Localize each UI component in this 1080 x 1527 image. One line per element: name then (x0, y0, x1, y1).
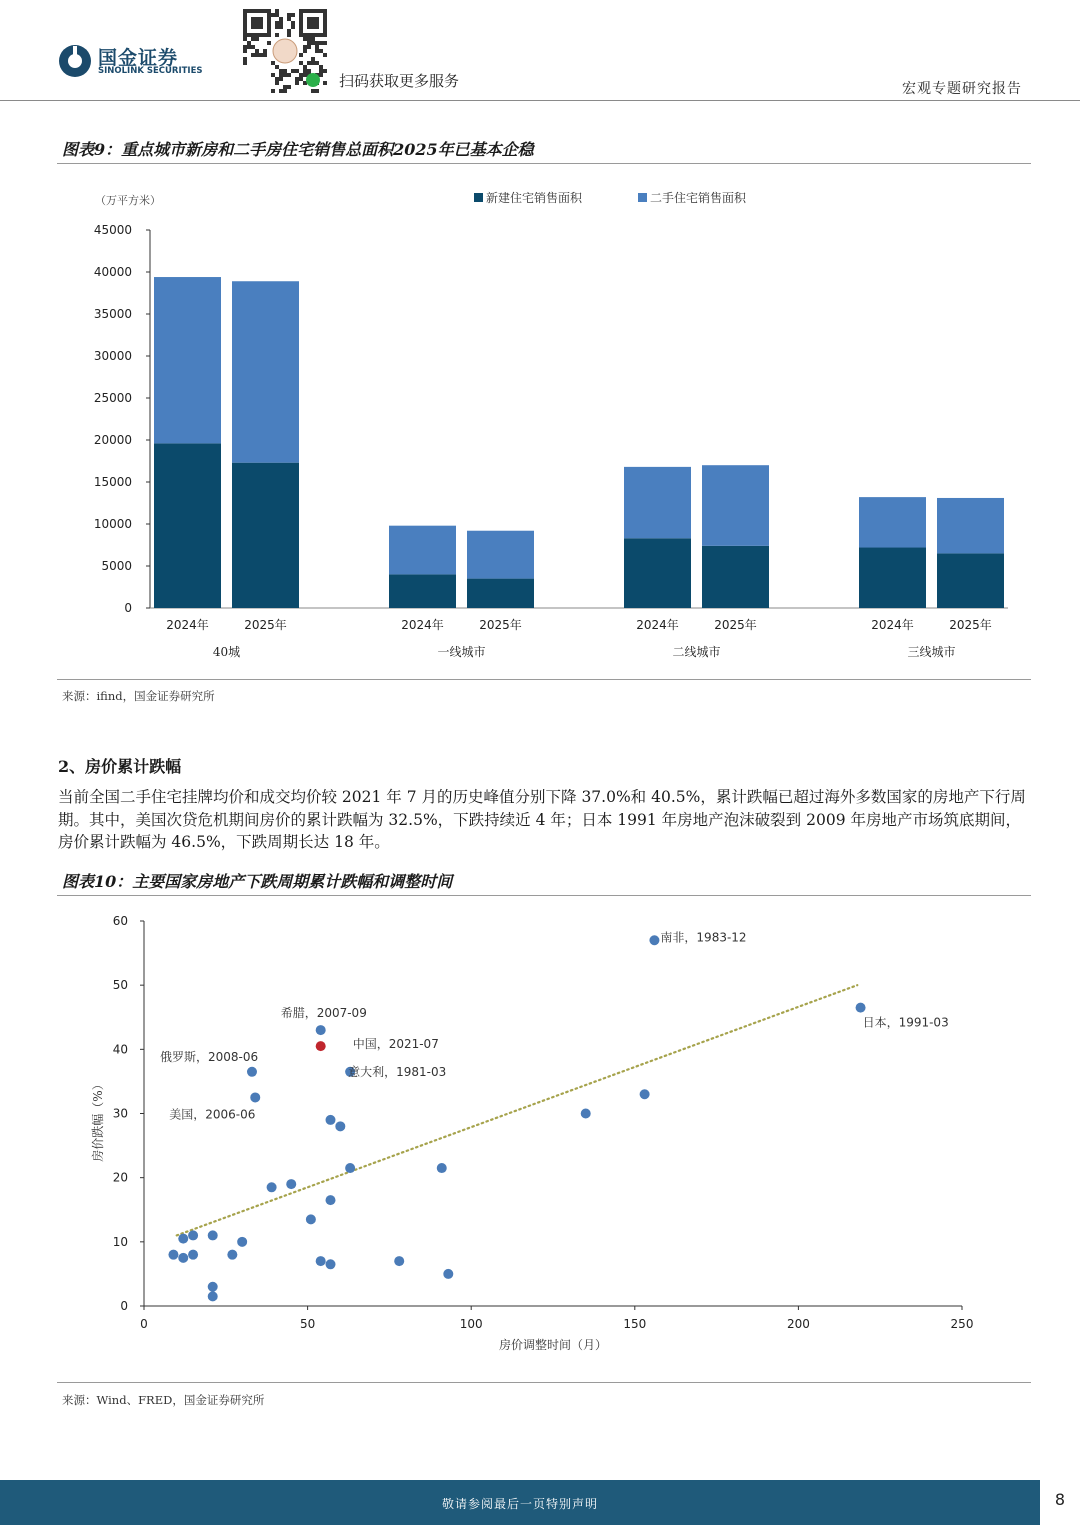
scatter-point (326, 1195, 336, 1205)
section-paragraph: 当前全国二手住宅挂牌均价和成交均价较 2021 年 7 月的历史峰值分别下降 37.0%和 40.5%，累计跌幅已超过海外多数国家的房地产下行周期。其中，美国次贷危机期间房价的累计跌幅为 32.5%，下跌持续近 4 年；日本 1991 年房地产泡沫破裂到 2009 年房地产市场筑底期间，房价累计跌幅为 46.5%，下跌周期长达 18 年。 (58, 788, 1026, 851)
x-tick-label: 250 (950, 1317, 974, 1331)
qr-module (259, 25, 263, 29)
qr-module (307, 45, 311, 49)
qr-module (243, 13, 247, 17)
x-tick-label: 2025年 (949, 618, 992, 632)
scatter-point (345, 1163, 355, 1173)
qr-module (247, 33, 251, 37)
qr-module (299, 9, 303, 13)
scatter-point (437, 1163, 447, 1173)
qr-module (291, 69, 295, 73)
bar-segment (232, 463, 299, 608)
qr-module (303, 65, 307, 69)
x-tick-label: 2024年 (166, 618, 209, 632)
qr-module (243, 9, 247, 13)
qr-module (319, 49, 323, 53)
scatter-point (856, 1003, 866, 1013)
qr-module (279, 89, 283, 93)
y-unit-label: （万平方米） (95, 194, 161, 207)
qr-module (251, 45, 255, 49)
qr-module (247, 45, 251, 49)
y-tick-label: 45000 (93, 223, 132, 237)
qr-module (303, 69, 307, 73)
qr-module (307, 69, 311, 73)
qr-module (267, 13, 271, 17)
figure9-stacked-bar-chart (0, 170, 1080, 670)
qr-module (263, 53, 267, 57)
qr-module (303, 45, 307, 49)
qr-module (247, 9, 251, 13)
scatter-point (326, 1115, 336, 1125)
qr-module (291, 25, 295, 29)
qr-module (315, 17, 319, 21)
qr-module (279, 25, 283, 29)
qr-module (315, 9, 319, 13)
qr-module (255, 37, 259, 41)
scatter-point (178, 1253, 188, 1263)
figure9-top-rule (57, 163, 1031, 164)
qr-module (275, 81, 279, 85)
x-tick-label: 150 (623, 1317, 647, 1331)
bar-segment (232, 281, 299, 462)
qr-module (259, 53, 263, 57)
qr-module (267, 9, 271, 13)
legend-label: 新建住宅销售面积 (486, 191, 583, 205)
qr-module (307, 41, 311, 45)
qr-module (315, 49, 319, 53)
qr-module (319, 65, 323, 69)
bar-segment (624, 538, 691, 608)
qr-module (323, 13, 327, 17)
qr-module (247, 41, 251, 45)
x-tick-label: 200 (786, 1317, 810, 1331)
scatter-point (306, 1214, 316, 1224)
y-tick-label: 10 (112, 1234, 128, 1249)
point-label: 中国，2021-07 (352, 1037, 439, 1052)
qr-module (255, 53, 259, 57)
scatter-point (237, 1237, 247, 1247)
qr-module (279, 21, 283, 25)
qr-module (299, 33, 303, 37)
qr-module (283, 73, 287, 77)
qr-module (287, 29, 291, 33)
footer-disclaimer: 敬请参阅最后一页特别声明 (441, 1497, 598, 1511)
bar-segment (937, 553, 1004, 608)
group-label: 一线城市 (437, 645, 486, 659)
y-tick-label: 10000 (93, 517, 132, 531)
qr-module (287, 73, 291, 77)
qr-module (311, 9, 315, 13)
y-tick-label: 40 (112, 1042, 128, 1057)
qr-module (287, 13, 291, 17)
scatter-point (316, 1025, 326, 1035)
qr-module (271, 73, 275, 77)
qr-module (275, 21, 279, 25)
qr-module (251, 37, 255, 41)
scatter-point (208, 1230, 218, 1240)
qr-module (279, 73, 283, 77)
qr-module (311, 89, 315, 93)
scatter-point (286, 1179, 296, 1189)
bar-segment (154, 277, 221, 443)
qr-module (287, 33, 291, 37)
qr-module (267, 25, 271, 29)
scatter-point (335, 1121, 345, 1131)
qr-module (283, 85, 287, 89)
qr-module (319, 41, 323, 45)
qr-module (283, 69, 287, 73)
bar-segment (859, 497, 926, 547)
point-label: 俄罗斯，2008-06 (159, 1049, 259, 1064)
qr-module (255, 33, 259, 37)
scatter-point (208, 1282, 218, 1292)
qr-module (259, 9, 263, 13)
qr-module (319, 73, 323, 77)
qr-module (243, 37, 247, 41)
y-tick-label: 5000 (101, 559, 132, 573)
figure10-scatter-chart (0, 900, 1080, 1375)
scatter-point (168, 1250, 178, 1260)
qr-module (311, 25, 315, 29)
qr-module (323, 33, 327, 37)
qr-module (295, 69, 299, 73)
bar-segment (467, 531, 534, 579)
qr-module (315, 41, 319, 45)
qr-module (263, 33, 267, 37)
group-label: 40城 (212, 645, 241, 659)
figure9-title: 图表9：重点城市新房和二手房住宅销售总面积2025年已基本企稳 (62, 140, 534, 159)
qr-module (255, 9, 259, 13)
qr-module (271, 89, 275, 93)
y-tick-label: 0 (120, 1299, 128, 1313)
qr-module (271, 61, 275, 65)
qr-module (319, 69, 323, 73)
brand-name-en: SINOLINK SECURITIES (98, 66, 203, 76)
qr-module (275, 65, 279, 69)
qr-module (243, 45, 247, 49)
y-tick-label: 15000 (93, 475, 132, 489)
point-label: 希腊，2007-09 (280, 1006, 367, 1021)
qr-code-icon (243, 9, 327, 93)
qr-module (251, 17, 255, 21)
qr-module (275, 13, 279, 17)
scatter-point (316, 1256, 326, 1266)
brand-name-cn: 国金证券 (98, 47, 179, 69)
y-axis-title: 房价跌幅（%） (91, 1078, 105, 1162)
y-tick-label: 25000 (93, 391, 132, 405)
qr-module (307, 21, 311, 25)
x-tick-label: 2025年 (479, 618, 522, 632)
x-tick-label: 2024年 (401, 618, 444, 632)
scatter-point (250, 1092, 260, 1102)
qr-module (307, 17, 311, 21)
qr-module (279, 17, 283, 21)
qr-module (243, 29, 247, 33)
qr-module (243, 21, 247, 25)
figure10-bottom-rule (57, 1382, 1031, 1383)
trend-line (177, 985, 858, 1235)
qr-module (291, 21, 295, 25)
group-label: 二线城市 (672, 645, 721, 659)
y-tick-label: 35000 (93, 307, 132, 321)
qr-module (243, 49, 247, 53)
qr-module (311, 57, 315, 61)
company-logo-icon (58, 44, 92, 78)
qr-module (299, 25, 303, 29)
qr-module (299, 13, 303, 17)
qr-module (299, 73, 303, 77)
highlight-point (316, 1041, 326, 1051)
qr-module (323, 69, 327, 73)
scatter-point (443, 1269, 453, 1279)
qr-module (271, 13, 275, 17)
qr-module (255, 49, 259, 53)
qr-module (315, 61, 319, 65)
scatter-point (178, 1234, 188, 1244)
qr-module (243, 57, 247, 61)
qr-module (311, 37, 315, 41)
qr-module (315, 21, 319, 25)
scatter-point (188, 1230, 198, 1240)
y-tick-label: 30 (112, 1106, 128, 1121)
scatter-point (394, 1256, 404, 1266)
qr-module (303, 73, 307, 77)
qr-module (323, 21, 327, 25)
figure9-source: 来源：ifind，国金证券研究所 (62, 689, 215, 703)
bar-segment (154, 443, 221, 608)
qr-module (275, 33, 279, 37)
qr-module (255, 25, 259, 29)
bar-segment (624, 467, 691, 538)
qr-module (279, 77, 283, 81)
y-tick-label: 40000 (93, 265, 132, 279)
page-number: 8 (1054, 1490, 1066, 1509)
qr-module (315, 25, 319, 29)
qr-module (323, 25, 327, 29)
qr-module (267, 29, 271, 33)
qr-module (315, 89, 319, 93)
scatter-point (581, 1109, 591, 1119)
qr-module (251, 25, 255, 29)
qr-module (295, 77, 299, 81)
x-tick-label: 2024年 (636, 618, 679, 632)
qr-module (275, 25, 279, 29)
qr-module (259, 21, 263, 25)
point-label: 意大利，1981-03 (348, 1064, 447, 1079)
qr-module (299, 29, 303, 33)
x-tick-label: 2025年 (714, 618, 757, 632)
qr-module (291, 13, 295, 17)
qr-module (295, 81, 299, 85)
qr-module (311, 21, 315, 25)
y-tick-label: 30000 (93, 349, 132, 363)
qr-module (307, 9, 311, 13)
qr-module (323, 9, 327, 13)
figure10-source: 来源：Wind、FRED，国金证券研究所 (62, 1393, 265, 1407)
x-tick-label: 2025年 (244, 618, 287, 632)
group-label: 三线城市 (907, 645, 956, 659)
qr-module (259, 17, 263, 21)
scatter-point (640, 1089, 650, 1099)
bar-segment (859, 548, 926, 608)
qr-module (263, 9, 267, 13)
qr-module (311, 17, 315, 21)
qr-module (251, 53, 255, 57)
scatter-point (188, 1250, 198, 1260)
qr-module (299, 77, 303, 81)
bar-segment (702, 465, 769, 546)
figure10-top-rule (57, 895, 1031, 896)
x-tick-label: 50 (299, 1317, 316, 1331)
header-divider (0, 100, 1080, 101)
qr-module (311, 33, 315, 37)
y-tick-label: 20000 (93, 433, 132, 447)
qr-module (323, 29, 327, 33)
qr-module (287, 17, 291, 21)
legend-label: 二手住宅销售面积 (650, 191, 747, 205)
bar-segment (467, 579, 534, 608)
bar-segment (702, 546, 769, 608)
legend-swatch (638, 193, 647, 202)
qr-module (299, 17, 303, 21)
bar-segment (389, 574, 456, 608)
qr-module (243, 25, 247, 29)
x-tick-label: 0 (140, 1317, 148, 1331)
x-tick-label: 100 (459, 1317, 483, 1331)
point-label: 南非，1983-12 (660, 930, 747, 945)
qr-module (319, 9, 323, 13)
qr-module (323, 53, 327, 57)
qr-module (299, 21, 303, 25)
qr-module (315, 33, 319, 37)
point-label: 美国，2006-06 (169, 1107, 256, 1122)
qr-app-badge (306, 73, 320, 87)
qr-module (251, 33, 255, 37)
qr-module (243, 17, 247, 21)
qr-module (251, 9, 255, 13)
qr-module (303, 37, 307, 41)
qr-module (243, 33, 247, 37)
qr-module (279, 69, 283, 73)
qr-module (267, 21, 271, 25)
x-axis-title: 房价调整时间（月） (498, 1338, 608, 1352)
qr-module (251, 21, 255, 25)
scatter-point (326, 1259, 336, 1269)
figure10-title: 图表10：主要国家房地产下跌周期累计跌幅和调整时间 (62, 872, 453, 891)
qr-module (275, 77, 279, 81)
qr-module (323, 81, 327, 85)
qr-module (303, 49, 307, 53)
qr-module (323, 41, 327, 45)
x-tick-label: 2024年 (871, 618, 914, 632)
scatter-point (247, 1067, 257, 1077)
qr-module (275, 9, 279, 13)
qr-module (287, 85, 291, 89)
qr-module (299, 61, 303, 65)
qr-module (299, 53, 303, 57)
qr-module (323, 17, 327, 21)
qr-module (267, 17, 271, 21)
qr-module (311, 41, 315, 45)
bar-segment (389, 526, 456, 575)
scatter-point (227, 1250, 237, 1260)
scatter-point (267, 1182, 277, 1192)
y-tick-label: 20 (112, 1170, 128, 1185)
qr-module (259, 33, 263, 37)
qr-module (311, 61, 315, 65)
qr-module (303, 33, 307, 37)
qr-center-badge (273, 39, 297, 63)
qr-module (319, 33, 323, 37)
qr-module (267, 33, 271, 37)
qr-module (283, 89, 287, 93)
qr-module (263, 49, 267, 53)
qr-module (307, 61, 311, 65)
figure9-bottom-rule (57, 679, 1031, 680)
qr-module (255, 17, 259, 21)
qr-module (243, 61, 247, 65)
qr-module (307, 25, 311, 29)
qr-module (267, 41, 271, 45)
qr-module (315, 45, 319, 49)
y-tick-label: 0 (124, 601, 132, 615)
report-type-label: 宏观专题研究报告 (902, 81, 1022, 97)
qr-module (307, 37, 311, 41)
scatter-point (649, 935, 659, 945)
legend-swatch (474, 193, 483, 202)
y-tick-label: 50 (112, 978, 128, 993)
qr-module (303, 9, 307, 13)
qr-module (255, 21, 259, 25)
qr-caption: 扫码获取更多服务 (339, 72, 460, 90)
scatter-point (208, 1291, 218, 1301)
y-tick-label: 60 (112, 914, 128, 928)
section-heading: 2、房价累计跌幅 (58, 757, 182, 776)
point-label: 日本，1991-03 (862, 1015, 949, 1030)
bar-segment (937, 498, 1004, 553)
qr-module (307, 33, 311, 37)
